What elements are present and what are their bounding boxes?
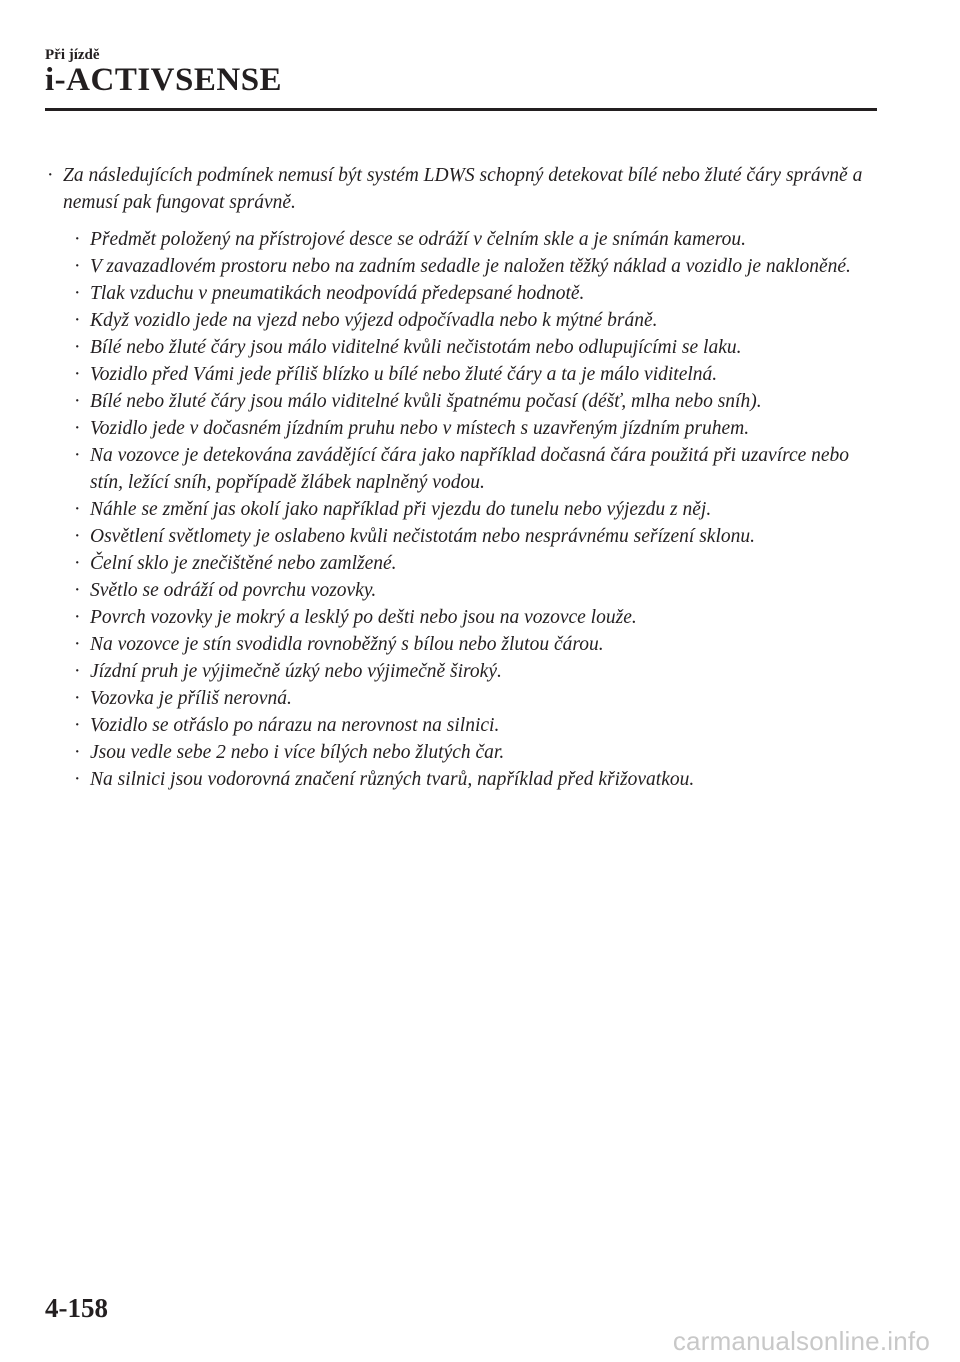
list-item-text: V zavazadlovém prostoru nebo na zadním sedadle je naložen těžký náklad a vozidlo je nakloněné. <box>90 256 851 277</box>
bullet-dot-icon: · <box>74 445 81 466</box>
list-item-text: Vozovka je příliš nerovná. <box>90 688 292 709</box>
list-item-text: Vozidlo jede v dočasném jízdním pruhu nebo v místech s uzavřeným jízdním pruhem. <box>90 418 750 439</box>
list-item <box>72 334 875 361</box>
main-bullet-item <box>45 162 875 216</box>
list-item <box>72 685 875 712</box>
list-item <box>72 226 875 253</box>
main-bullet-text: Za následujících podmínek nemusí být systém LDWS schopný detekovat bílé nebo žluté čáry správně a nemusí pak fungovat správně. <box>63 165 863 213</box>
list-item-text: Čelní sklo je znečištěné nebo zamlžené. <box>90 553 397 574</box>
list-item <box>72 550 875 577</box>
bullet-dot-icon: · <box>74 769 81 790</box>
list-item-text: Na silnici jsou vodorovná značení různých tvarů, například před křižovatkou. <box>90 769 695 790</box>
bullet-dot-icon: · <box>74 364 81 385</box>
list-item <box>72 253 875 280</box>
bullet-dot-icon: · <box>74 499 81 520</box>
list-item <box>72 388 875 415</box>
list-item-text: Jízdní pruh je výjimečně úzký nebo výjimečně široký. <box>90 661 502 682</box>
list-item-text: Tlak vzduchu v pneumatikách neodpovídá předepsané hodnotě. <box>90 283 585 304</box>
list-item <box>72 577 875 604</box>
bullet-dot-icon: · <box>74 418 81 439</box>
bullet-dot-icon: · <box>74 580 81 601</box>
list-item-text: Vozidlo se otřáslo po nárazu na nerovnost na silnici. <box>90 715 500 736</box>
watermark: carmanualsonline.info <box>672 1326 930 1356</box>
list-item <box>72 523 875 550</box>
list-item <box>72 631 875 658</box>
list-item-text: Na vozovce je detekována zavádějící čára jako například dočasná čára použitá při uzavírce nebo stín, ležící sníh, popřípadě žlábek naplněný vodou. <box>90 445 850 493</box>
list-item-text: Když vozidlo jede na vjezd nebo výjezd odpočívadla nebo k mýtné bráně. <box>90 310 658 331</box>
page-title: i-ACTIVSENSE <box>45 62 283 98</box>
bullet-dot-icon: · <box>74 715 81 736</box>
list-item-text: Náhle se změní jas okolí jako například při vjezdu do tunelu nebo výjezdu z něj. <box>90 499 712 520</box>
bullet-dot-icon: · <box>74 256 81 277</box>
bullet-dot-icon: · <box>74 526 81 547</box>
bullet-dot-icon: · <box>74 229 81 250</box>
title-divider <box>45 108 877 111</box>
bullet-dot-icon: · <box>74 553 81 574</box>
bullet-dot-icon: · <box>74 310 81 331</box>
list-item <box>72 766 875 793</box>
list-item <box>72 496 875 523</box>
bullet-dot-icon: · <box>74 742 81 763</box>
list-item <box>72 442 875 496</box>
bullet-dot-icon: · <box>74 634 81 655</box>
content-body <box>45 162 875 793</box>
condition-list <box>72 226 875 793</box>
list-item-text: Bílé nebo žluté čáry jsou málo viditelné kvůli nečistotám nebo odlupujícími se laku. <box>90 337 742 358</box>
list-item <box>72 307 875 334</box>
list-item-text: Bílé nebo žluté čáry jsou málo viditelné kvůli špatnému počasí (déšť, mlha nebo sníh). <box>90 391 762 412</box>
bullet-dot-icon: · <box>74 283 81 304</box>
list-item <box>72 415 875 442</box>
bullet-dot-icon: · <box>74 661 81 682</box>
list-item-text: Jsou vedle sebe 2 nebo i více bílých nebo žlutých čar. <box>90 742 505 763</box>
list-item-text: Na vozovce je stín svodidla rovnoběžný s bílou nebo žlutou čárou. <box>90 634 604 655</box>
bullet-dot-icon: · <box>74 391 81 412</box>
section-label: Při jízdě <box>45 47 100 63</box>
list-item-text: Předmět položený na přístrojové desce se odráží v čelním skle a je snímán kamerou. <box>90 229 746 250</box>
list-item <box>72 739 875 766</box>
list-item <box>72 361 875 388</box>
list-item-text: Osvětlení světlomety je oslabeno kvůli nečistotám nebo nesprávnému seřízení sklonu. <box>90 526 755 547</box>
list-item <box>72 658 875 685</box>
bullet-dot-icon: · <box>74 688 81 709</box>
list-item <box>72 280 875 307</box>
page-number: 4-158 <box>45 1293 108 1323</box>
bullet-dot-icon: · <box>74 337 81 358</box>
bullet-dot-icon: · <box>47 165 54 186</box>
list-item-text: Povrch vozovky je mokrý a lesklý po dešti nebo jsou na vozovce louže. <box>90 607 637 628</box>
list-item-text: Světlo se odráží od povrchu vozovky. <box>90 580 377 601</box>
bullet-dot-icon: · <box>74 607 81 628</box>
list-item <box>72 712 875 739</box>
list-item-text: Vozidlo před Vámi jede příliš blízko u bílé nebo žluté čáry a ta je málo viditelná. <box>90 364 718 385</box>
list-item <box>72 604 875 631</box>
